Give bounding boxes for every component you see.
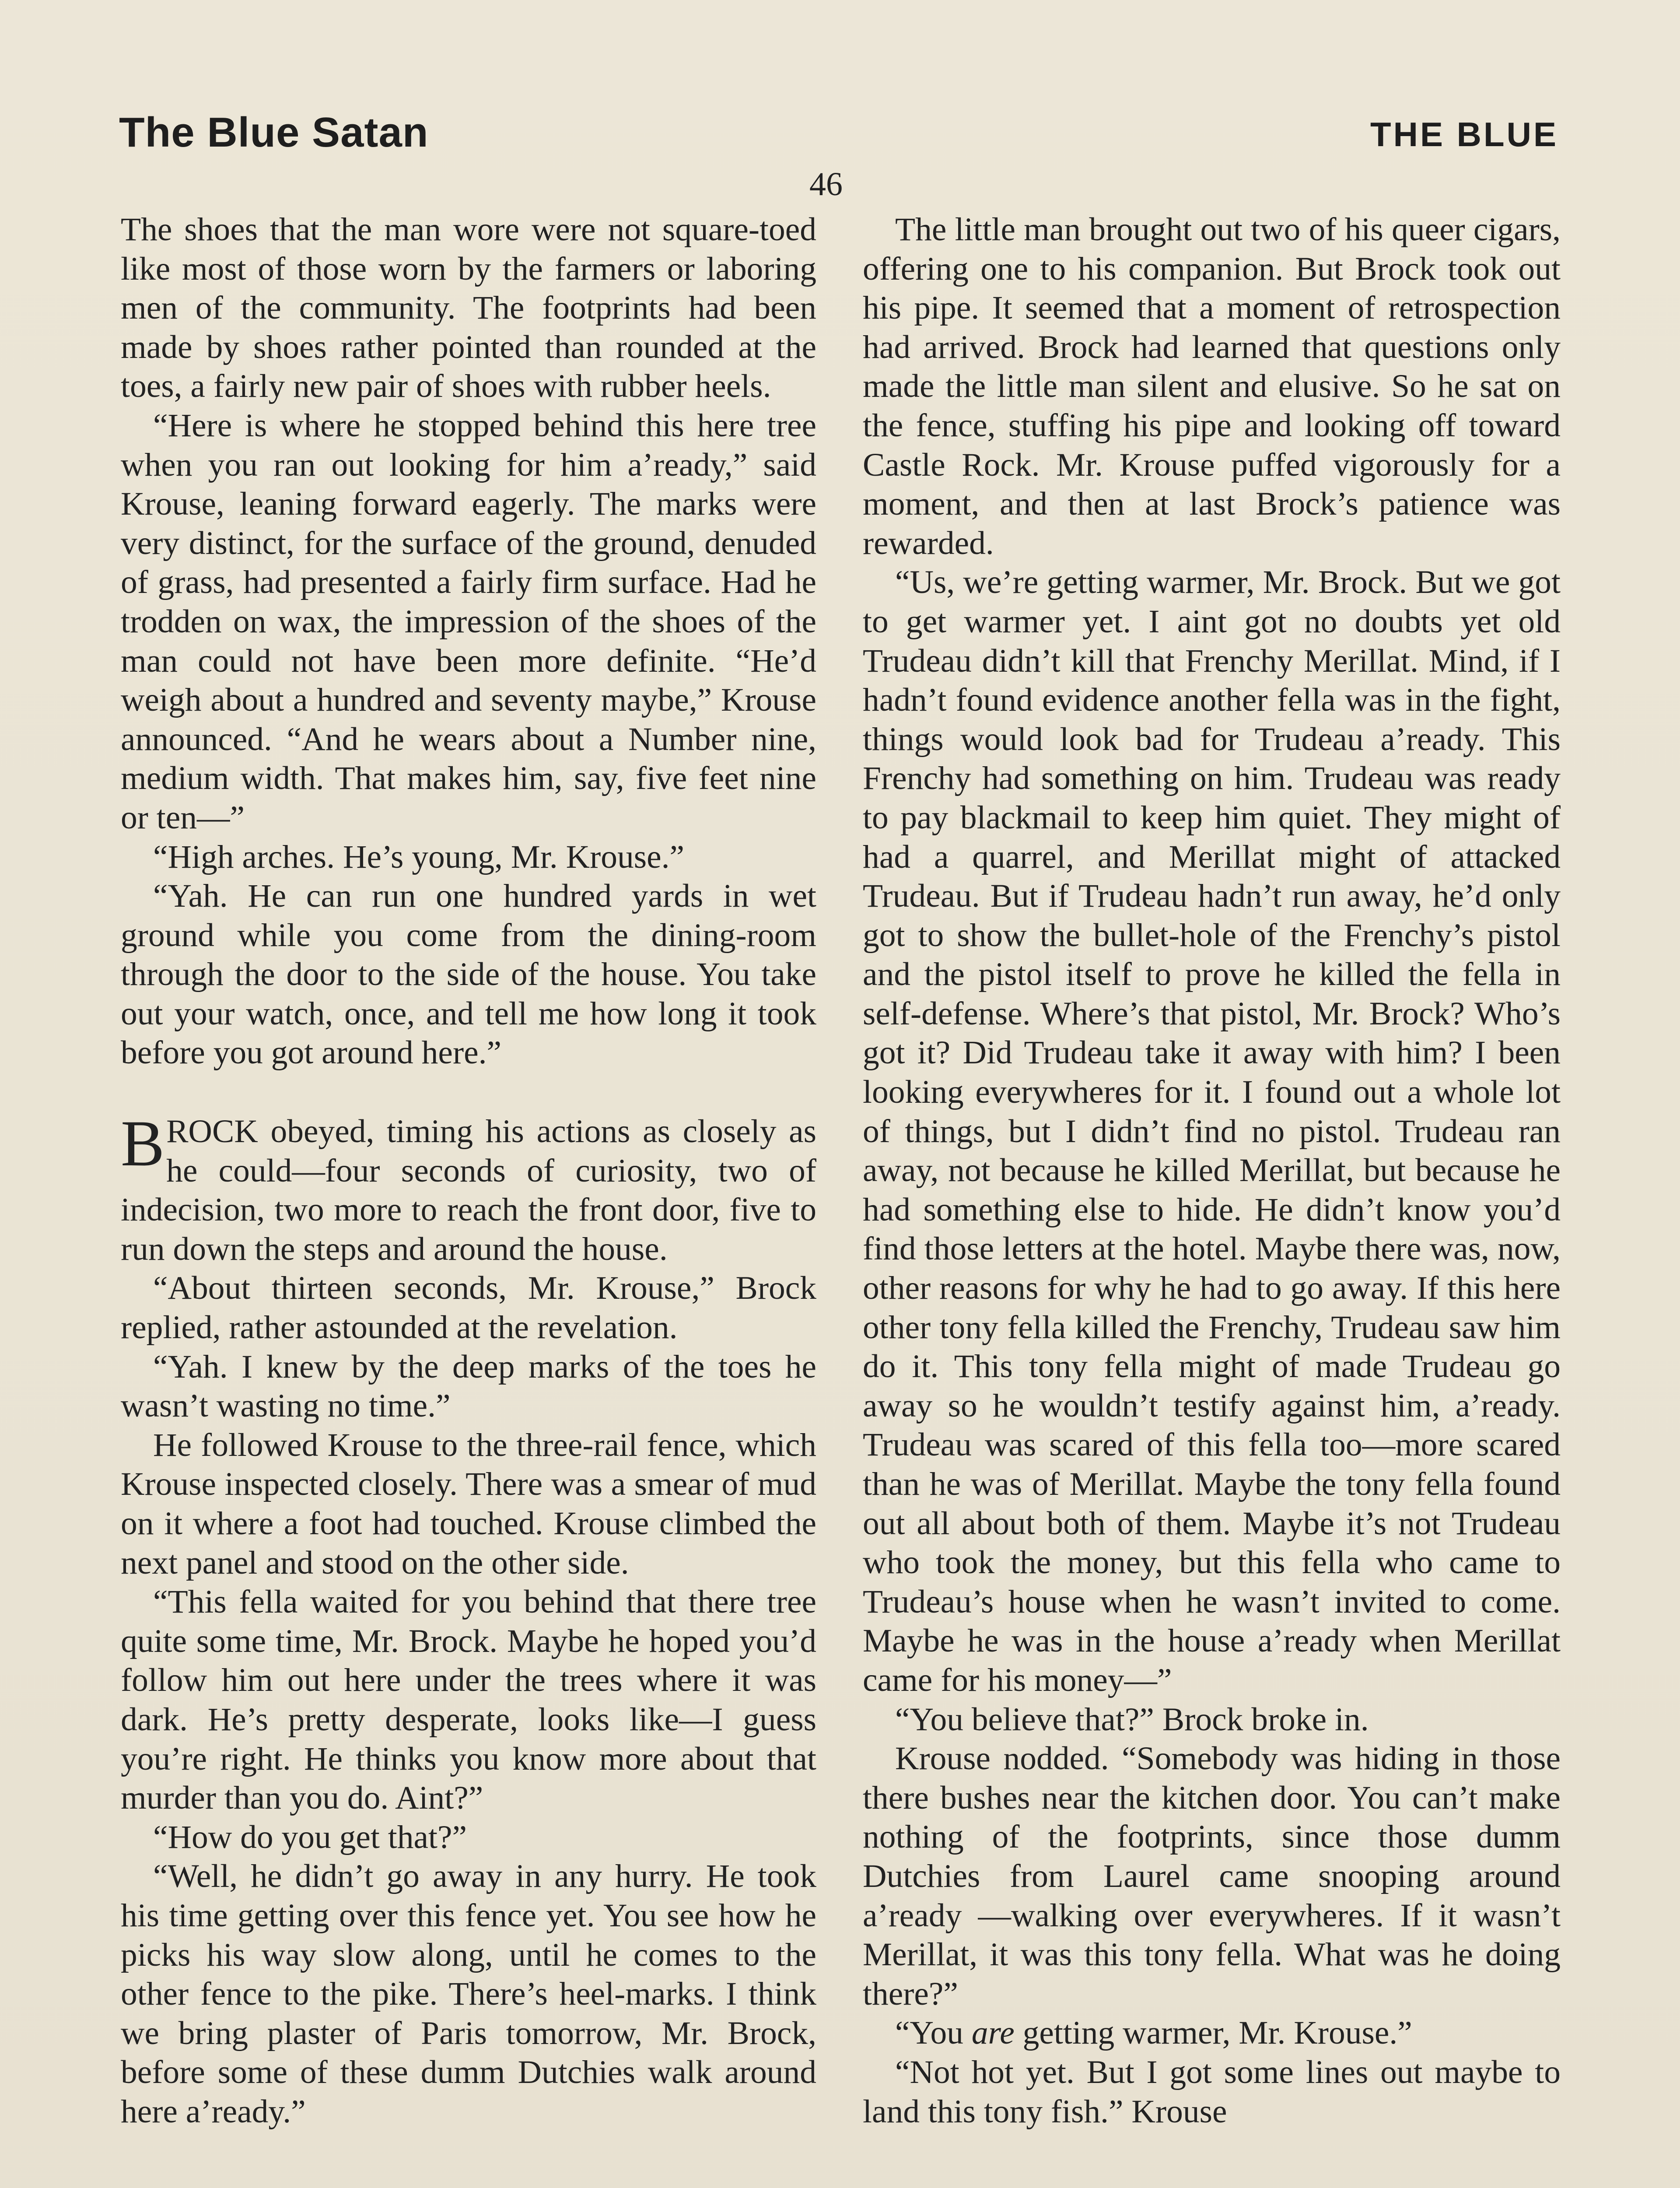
paragraph: “High arches. He’s young, Mr. Krouse.” (153, 838, 685, 875)
paragraph-text: obeyed, timing his actions as closely as he could—four seconds of curiosity, two of indecision, two more to reach the front door, five to run down the steps and around the house. (121, 1113, 816, 1267)
paragraph: He followed Krouse to the three-rail fence, which Krouse inspected closely. There was a smear of mud on it where a foot had touched. Krouse climbed the next panel and stood on the other side. (121, 1427, 816, 1581)
drop-cap: B (121, 1107, 165, 1180)
section-break (121, 1073, 816, 1112)
right-text-column (863, 210, 1561, 2131)
paragraph: “Us, we’re getting warmer, Mr. Brock. But we got to get warmer yet. I aint got no doubts yet old Trudeau didn’t kill that Frenchy Merillat. Mind, if I hadn’t found evidence another fella was in the fight, things would look bad for Trudeau a’ready. This Frenchy had something on him. Trudeau was ready to pay blackmail to keep him quiet. They might of had a quarrel, and Merillat might of attacked Trudeau. But if Trudeau hadn’t run away, he’d only got to show the bullet-hole of the Frenchy’s pistol and the pistol itself to prove he killed the fella in self-defense. Where’s that pistol, Mr. Brock? Who’s got it? Did Trudeau take it away with him? I been looking everywheres for it. I found out a whole lot of things, but I didn’t find no pistol. Trudeau ran away, not because he killed Merillat, but because he had something else to hide. He didn’t know you’d find those letters at the hotel. Maybe there was, now, other reasons for why he had to go away. If this here other tony fella killed the Frenchy, Trudeau saw him do it. This tony fella might of made Trudeau go away so he wouldn’t testify against him, a’ready. Trudeau was scared of this fella too—more scared than he was of Merillat. Maybe the tony fella found out all about both of them. Maybe it’s not Trudeau who took the money, but this fella who came to Trudeau’s house when he wasn’t invited to come. Maybe he was in the house a’ready when Merillat came for his money—” (863, 564, 1561, 1698)
paragraph: “This fella waited for you behind that there tree quite some time, Mr. Brock. Maybe he hoped you’d follow him out here under the trees where it was dark. He’s pretty desperate, looks like—I guess you’re right. He thinks you know more about that murder than you do. Aint?” (121, 1584, 816, 1816)
italic-emphasis: are (971, 2015, 1015, 2051)
paragraph-text: getting warmer, Mr. Krouse.” (1014, 2015, 1412, 2051)
paragraph: The shoes that the man wore were not square-toed like most of those worn by the farmers or laboring men of the community. The footprints had been made by shoes rather pointed than rounded at the toes, a fairly new pair of shoes with rubber heels. (121, 211, 816, 405)
paragraph: Krouse nodded. “Somebody was hiding in those there bushes near the kitchen door. You can’t make nothing of the footprints, since those dumm Dutchies from Laurel came snooping around a’ready —walking over everywheres. If it wasn’t Merillat, it was this tony fella. What was he doing there?” (863, 1740, 1561, 2012)
paragraph: “About thirteen seconds, Mr. Krouse,” Brock replied, rather astounded at the revelation. (121, 1270, 816, 1346)
page-number: 46 (809, 166, 843, 203)
paragraph: “You believe that?” Brock broke in. (895, 1701, 1369, 1738)
paragraph: “Well, he didn’t go away in any hurry. He took his time getting over this fence yet. You see how he picks his way slow along, until he comes to the other fence to the pike. There’s heel-marks. I think we bring plaster of Paris tomorrow, Mr. Brock, before some of these dumm Dutchies walk around here a’ready.” (121, 1858, 816, 2130)
small-caps-lead: ROCK (166, 1113, 258, 1150)
paragraph: “Yah. He can run one hundred yards in wet ground while you come from the dining-room through the door to the side of the house. You take out your watch, once, and tell me how long it took before you got around here.” (121, 878, 816, 1071)
left-text-column (121, 210, 816, 2132)
paragraph: “Here is where he stopped behind this here tree when you ran out looking for him a’ready,” said Krouse, leaning forward eagerly. The marks were very distinct, for the surface of the ground, denuded of grass, had presented a fairly firm surface. Had he trodden on wax, the impression of the shoes of the man could not have been more definite. “He’d weigh about a hundred and seventy maybe,” Krouse announced. “And he wears about a Number nine, medium width. That makes him, say, five feet nine or ten—” (121, 407, 816, 836)
paragraph: “Not hot yet. But I got some lines out maybe to land this tony fish.” Krouse (863, 2054, 1561, 2130)
paragraph: “How do you get that?” (153, 1819, 467, 1855)
running-head-title: The Blue Satan (119, 109, 429, 156)
paragraph: “Yah. I knew by the deep marks of the toes he wasn’t wasting no time.” (121, 1348, 816, 1424)
paragraph (863, 2013, 1561, 2053)
paragraph: The little man brought out two of his queer cigars, offering one to his companion. But Brock took out his pipe. It seemed that a moment of retrospection had arrived. Brock had learned that questions only made the little man silent and elusive. So he sat on the fence, stuffing his pipe and looking off toward Castle Rock. Mr. Krouse puffed vigorously for a moment, and then at last Brock’s patience was rewarded. (863, 211, 1561, 561)
paragraph-with-drop-cap (121, 1107, 816, 1269)
paragraph-text: “You (895, 2015, 972, 2051)
running-head-magazine: THE BLUE (1370, 115, 1558, 154)
